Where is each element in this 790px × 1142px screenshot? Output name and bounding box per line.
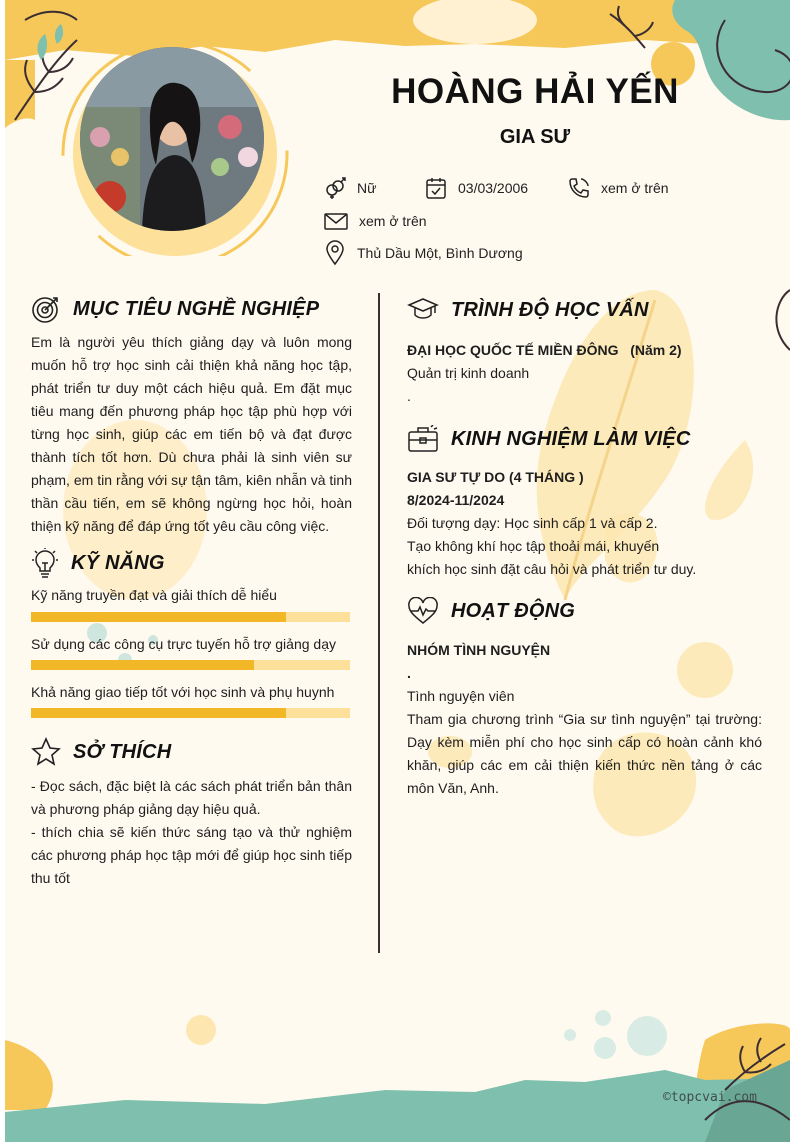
- column-divider: [378, 293, 380, 953]
- watermark: ©topcvai.com: [663, 1090, 757, 1105]
- objective-title: MỤC TIÊU NGHỀ NGHIỆP: [73, 297, 320, 320]
- hobbies-heading: [31, 737, 171, 767]
- job-position: GIA SƯ TỰ DO (4 THÁNG ): [407, 469, 584, 485]
- gender-value: Nữ: [357, 180, 377, 196]
- skills-heading: [31, 548, 165, 578]
- skill-fill: [31, 612, 286, 622]
- address-value: Thủ Dầu Một, Bình Dương: [357, 245, 523, 261]
- contact-email: [323, 209, 427, 233]
- experience-heading: [407, 425, 691, 453]
- hobbies-title: SỞ THÍCH: [73, 740, 172, 763]
- skills-title: KỸ NĂNG: [71, 551, 165, 574]
- skill-label: Sử dụng các công cụ trực tuyến hỗ trợ giảng dạy: [31, 636, 336, 652]
- education-title: TRÌNH ĐỘ HỌC VẤN: [451, 298, 649, 321]
- contact-birthday: [424, 176, 528, 200]
- education-heading: [407, 297, 649, 323]
- objective-text: Em là người yêu thích giảng dạy và luôn mong muốn hỗ trợ học sinh cải thiện khả năng học tập, phát triển tư duy một cách hiệu quả. Em đặt mục tiêu mang đến phương pháp học tập phù hợp với từng học sinh, giúp các em tiến bộ và đạt được thành tích tốt hơn. Dù chưa phải là sinh viên sư phạm, em tin rằng với sự tận tâm, kiên nhẫn và tinh thần cầu tiến, em sẽ không ngừng học hỏi, hoàn thiện kỹ năng để đáp ứng tốt yêu cầu công việc.: [31, 334, 352, 534]
- school-name: ĐẠI HỌC QUỐC TẾ MIỀN ĐÔNG: [407, 342, 619, 358]
- activities-heading: [407, 597, 575, 625]
- contact-address: [323, 240, 523, 266]
- heart-pulse-icon: [407, 597, 439, 625]
- star-icon: [31, 737, 61, 767]
- skill-bar: [31, 708, 350, 718]
- hobby-item: - thích chia sẽ kiến thức sáng tạo và thử nghiệm các phương pháp học tập mới để giúp học sinh tiếp thu tốt: [31, 824, 352, 886]
- contact-phone: [567, 176, 669, 200]
- objective-heading: [31, 294, 319, 324]
- candidate-name: HOÀNG HẢI YẾN: [391, 72, 679, 111]
- skill-bar: [31, 660, 350, 670]
- job-detail: Tạo không khí học tập thoải mái, khuyến: [407, 538, 660, 554]
- lightbulb-icon: [31, 548, 59, 578]
- experience-title: KINH NGHIỆM LÀM VIỆC: [451, 427, 691, 450]
- contact-gender: [323, 176, 376, 200]
- job-detail: Đối tượng dạy: Học sinh cấp 1 và cấp 2.: [407, 515, 658, 531]
- education-note: .: [407, 388, 411, 404]
- activity-separator: .: [407, 665, 411, 681]
- education-school-line: [407, 339, 682, 362]
- graduation-cap-icon: [407, 297, 439, 323]
- activity-role: Tình nguyện viên: [407, 688, 515, 704]
- skill-label: Kỹ năng truyền đạt và giải thích dễ hiểu: [31, 587, 277, 603]
- activity-description: Tham gia chương trình “Gia sư tình nguyện” tại trường: Dạy kèm miễn phí cho học sinh cấp có hoàn cảnh khó khăn, giúp các em cải thiện kiến thức nền tảng ở các môn Văn, Anh.: [407, 711, 762, 796]
- location-pin-icon: [323, 240, 347, 266]
- gender-icon: [323, 176, 347, 200]
- candidate-role: GIA SƯ: [499, 126, 571, 148]
- phone-value: xem ở trên: [601, 180, 669, 196]
- calendar-icon: [424, 176, 448, 200]
- birthday-value: 03/03/2006: [458, 180, 529, 196]
- study-year: (Năm 2): [630, 342, 682, 358]
- email-icon: [323, 209, 349, 233]
- activities-title: HOẠT ĐỘNG: [451, 599, 576, 622]
- skill-fill: [31, 660, 254, 670]
- skill-fill: [31, 708, 286, 718]
- cv-page: [5, 0, 790, 1142]
- job-period: 8/2024-11/2024: [407, 492, 505, 508]
- email-value: xem ở trên: [359, 213, 427, 229]
- target-icon: [31, 294, 61, 324]
- major: Quản trị kinh doanh: [407, 365, 530, 381]
- hobby-item: - Đọc sách, đặc biệt là các sách phát triển bản thân và phương pháp giảng dạy hiệu quả.: [31, 778, 352, 817]
- skill-label: Khả năng giao tiếp tốt với học sinh và phụ huynh: [31, 684, 335, 700]
- briefcase-icon: [407, 425, 439, 453]
- activity-org: NHÓM TÌNH NGUYỆN: [407, 642, 551, 658]
- job-detail: khích học sinh đặt câu hỏi và phát triển tư duy.: [407, 561, 697, 577]
- profile-photo: [80, 47, 264, 231]
- phone-icon: [567, 176, 591, 200]
- skill-bar: [31, 612, 350, 622]
